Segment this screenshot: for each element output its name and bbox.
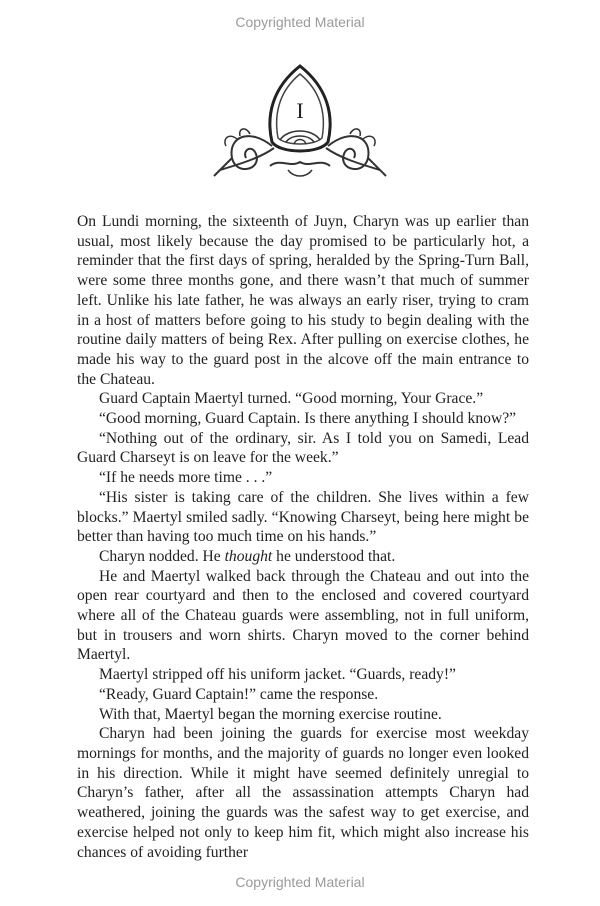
chapter-numeral: I — [296, 98, 304, 123]
paragraph: Maertyl stripped off his uniform jacket. “Guards, ready!” — [99, 666, 456, 684]
paragraph: He and Maertyl walked back through the Chateau and out into the open rear courtyard and then to the enclosed and covered courtyard where all of the Chateau guards were assembling, not in full uniform, but in trousers and worn shirts. Charyn moved to the corner behind Maertyl. — [77, 567, 529, 664]
paragraph: “If he needs more time . . .” — [99, 469, 273, 487]
paragraph: “Good morning, Guard Captain. Is there anything I should know?” — [99, 410, 517, 428]
paragraph: On Lundi morning, the sixteenth of Juyn, Charyn was up earlier than usual, most likely because the day promised to be particularly hot, a reminder that the first days of spring, heralded by the Spring-Turn Ball, were some three months gone, and there wasn’t that much of summer left. Unlike his late father, he was always an early riser, trying to cram in a host of matters before going to his study to begin dealing with the routine daily matters of being Rex. After pulling on exercise clothes, he made his way to the guard post in the alcove off the main entrance to the Chateau. — [77, 213, 529, 388]
copyright-watermark-bottom: Copyrighted Material — [235, 874, 365, 890]
paragraph: With that, Maertyl began the morning exercise routine. — [99, 705, 442, 723]
emphasis-word: thought — [224, 547, 273, 565]
paragraph: “Nothing out of the ordinary, sir. As I told you on Samedi, Lead Guard Charseyt is on leave for the week.” — [77, 429, 529, 467]
left-flourish-icon — [214, 136, 274, 176]
paragraph: Charyn nodded. He thought he understood that. — [99, 547, 396, 565]
paragraph: Charyn had been joining the guards for exercise most weekday mornings for months, and the majority of guards no longer even looked in his direction. While it might have seemed definitely unregial to Charyn’s father, after all the assassination attempts Charyn had weathered, joining the guards was the safest way to get exercise, and exercise helped not only to keep him fit, which might also increase his chances of avoiding further — [77, 725, 529, 861]
paragraph: “His sister is taking care of the children. She lives within a few blocks.” Maertyl smiled sadly. “Knowing Charseyt, being here might be better than having too much time on his hands.” — [77, 488, 529, 546]
chapter-ornament — [210, 58, 390, 184]
right-flourish-icon — [326, 136, 386, 176]
body-text — [77, 212, 529, 862]
paragraph: “Ready, Guard Captain!” came the response. — [99, 685, 379, 703]
paragraph: Guard Captain Maertyl turned. “Good morning, Your Grace.” — [99, 390, 484, 408]
copyright-watermark-top: Copyrighted Material — [235, 14, 365, 30]
